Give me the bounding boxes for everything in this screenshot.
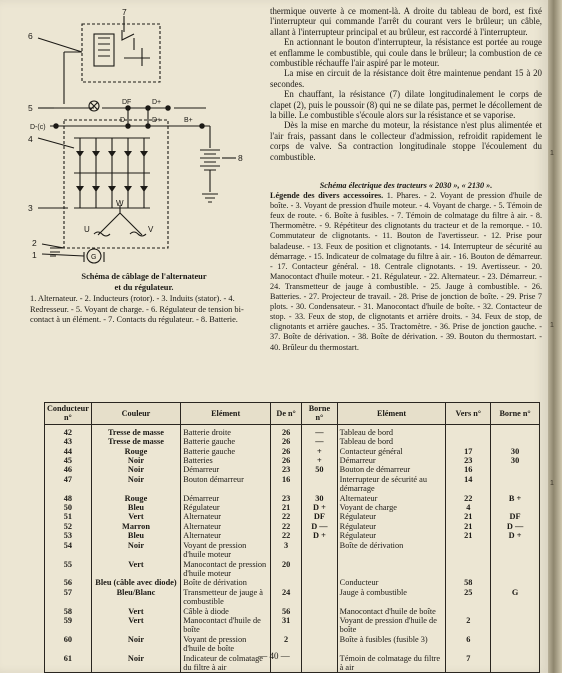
table-cell: Manocontact de pression d'huile moteur (181, 560, 271, 579)
table-header-cell: Conducteur n° (45, 403, 92, 425)
table-cell: 56 (271, 607, 302, 616)
table-cell: 23 (271, 465, 302, 474)
table-cell: Régulateur (337, 522, 446, 531)
table-cell: 30 (302, 494, 338, 503)
table-cell (491, 465, 540, 474)
table-cell: Boîte de dérivation (337, 541, 446, 560)
table-row (45, 447, 540, 456)
table-cell: 25 (446, 588, 491, 607)
table-cell (491, 424, 540, 437)
table-cell (446, 607, 491, 616)
table-cell: 16 (446, 465, 491, 474)
table-row (45, 531, 540, 540)
body-text (270, 6, 542, 162)
table-cell (491, 607, 540, 616)
table-cell: Tableau de bord (337, 424, 446, 437)
callout-dc: D-(c) (30, 124, 46, 131)
conductor-table (44, 402, 540, 673)
table-cell: — (302, 437, 338, 446)
label-bplus: B+ (184, 117, 193, 124)
table-cell: 7 (446, 654, 491, 673)
callout-5: 5 (28, 103, 33, 113)
table-cell (491, 541, 540, 560)
alternator-wiring-diagram (24, 8, 256, 270)
table-cell: Tresse de masse (91, 424, 181, 437)
table-cell: Démarreur (181, 494, 271, 503)
paragraph: Dès la mise en marche du moteur, la résistance n'est plus alimentée et l'air frais, passant dans le collecteur d'admission, refroidit rapidement le corps de valve. Sa contraction longitudinale stoppe l'écoulement du combustible. (270, 120, 542, 162)
table-cell: 57 (45, 588, 92, 607)
page-number: — 40 — (258, 651, 290, 661)
table-cell: Alternateur (181, 512, 271, 521)
diagram-caption (30, 272, 258, 326)
table-cell: 22 (271, 531, 302, 540)
table-cell: Voyant de pression d'huile de boîte (181, 635, 271, 654)
table-cell: 20 (271, 560, 302, 579)
table-cell: Contacteur général (337, 447, 446, 456)
table-cell: Noir (91, 654, 181, 673)
table-cell: Batterie gauche (181, 437, 271, 446)
table-cell: 42 (45, 424, 92, 437)
table-cell: 22 (446, 494, 491, 503)
table-cell (302, 475, 338, 494)
table-cell: 58 (446, 578, 491, 587)
table-cell (337, 560, 446, 579)
table-header-cell: Borne n° (491, 403, 540, 425)
table-cell: 22 (271, 522, 302, 531)
table-cell: 23 (446, 456, 491, 465)
caption-title-2: et du régulateur. (114, 282, 174, 292)
table-cell: Alternateur (181, 522, 271, 531)
table-row (45, 541, 540, 560)
table-cell (491, 437, 540, 446)
table-cell: — (302, 424, 338, 437)
table-cell: 4 (446, 503, 491, 512)
table-cell: 61 (45, 654, 92, 673)
table-cell: 53 (45, 531, 92, 540)
table-cell: Manocontact d'huile de boîte (181, 616, 271, 635)
label-u: U (84, 225, 90, 234)
table-cell: 46 (45, 465, 92, 474)
table-cell: 52 (45, 522, 92, 531)
table-row (45, 503, 540, 512)
table-cell (302, 560, 338, 579)
table-cell: Boîte de dérivation (181, 578, 271, 587)
table-row (45, 578, 540, 587)
table-cell: Noir (91, 465, 181, 474)
table-cell: Câble à diode (181, 607, 271, 616)
table-header-cell: Borne n° (302, 403, 338, 425)
table-row (45, 424, 540, 437)
table-cell (491, 578, 540, 587)
table-cell: 23 (271, 494, 302, 503)
paragraph: La mise en circuit de la résistance doit être maintenue pendant 15 à 20 secondes. (270, 68, 542, 89)
table-cell: Noir (91, 541, 181, 560)
page-edge (548, 0, 562, 673)
callout-4: 4 (28, 134, 33, 144)
table-header-cell: Couleur (91, 403, 181, 425)
table-cell: Bouton démarreur (181, 475, 271, 494)
table-cell: 44 (45, 447, 92, 456)
table-cell: Rouge (91, 494, 181, 503)
table-cell: D — (491, 522, 540, 531)
table-cell: 2 (446, 616, 491, 635)
table-cell: Vert (91, 560, 181, 579)
table-cell: Alternateur (181, 531, 271, 540)
caption-body: 1. Alternateur. - 2. Inducteurs (rotor). - 3. Induits (stator). - 4. Redresseur. - 5. Voyant de charge. - 6. Régulateur de tension bi-contact à un élément. - 7. Contacts du régulateur. - 8. Batterie. (30, 294, 244, 325)
callout-2: 2 (32, 238, 37, 248)
table-cell: Voyant de charge (337, 503, 446, 512)
table-cell: 26 (271, 437, 302, 446)
table-cell: 48 (45, 494, 92, 503)
table-cell: Interrupteur de sécurité au démarrage (337, 475, 446, 494)
table-cell: 24 (271, 588, 302, 607)
table-cell: Transmetteur de jauge à combustible (181, 588, 271, 607)
table-cell (271, 578, 302, 587)
table-cell: Bouton de démarreur (337, 465, 446, 474)
table-cell: Bleu (91, 503, 181, 512)
table-row (45, 456, 540, 465)
table-cell: 54 (45, 541, 92, 560)
table-header-row (45, 403, 540, 425)
legend-label: Légende des divers accessoires. (270, 191, 384, 201)
table-cell (446, 437, 491, 446)
table-cell (491, 560, 540, 579)
table-cell: 16 (271, 475, 302, 494)
edge-mark: 1 (550, 480, 554, 487)
paragraph: thermique ouverte à ce moment-là. A droite du tableau de bord, est fixé l'interrupteur qui commande l'arrêt du courant vers le brûleur; un câble, allant à l'interrupteur principal et au brûleur, est raccordé à l'interrupteur. (270, 6, 542, 37)
table-cell: 55 (45, 560, 92, 579)
table-cell: 3 (271, 541, 302, 560)
table-cell: Bleu (91, 531, 181, 540)
table-cell: 26 (271, 424, 302, 437)
table-row (45, 512, 540, 521)
table-row (45, 560, 540, 579)
table-cell: Voyant de pression d'huile moteur (181, 541, 271, 560)
table-cell: 45 (45, 456, 92, 465)
table-row (45, 465, 540, 474)
table-cell: Conducteur (337, 578, 446, 587)
table-cell (491, 616, 540, 635)
table-cell: 31 (271, 616, 302, 635)
legend-body: 1. Phares. - 2. Voyant de pression d'huile de boîte. - 3. Voyant de pression d'huile moteur. - 4. Voyant de charge. - 5. Témoin de feux de route. - 6. Boîte à fusibles. - 7. Témoin de colmatage du filtre à air. - 8. Thermomètre. - 9. Répétiteur des clignotants du tracteur et de la remorque. - 10. Commutateur de clignotants. - 11. Bouton de l'avertisseur. - 12. Prise pour baladeuse. - 13. Feux de position et clignotants. - 14. Interrupteur de sécurité au démarrage. - 15. Indicateur de colmatage du filtre à air. - 16. Bouton de démarreur. - 17. Contacteur général. - 18. Centrale clignotants. - 19. Avertisseur. - 20. Manocontact d'huile moteur. - 21. Régulateur. - 22. Alternateur. - 23. Démarreur. - 24. Transmetteur de jauge à combustible. - 25. Jauge à combustible. - 26. Batteries. - 27. Projecteur de travail. - 28. Prise de jonction de boîte. - 29. Prise 7 plots. - 30. Condensateur. - 31. Manocontact d'huile de boîte. - 32. Contacteur de stop. - 33. Feux de stop, de clignotants et arrière droits. - 34. Feux de stop, de clignotants et arrière gauches. - 35. Tractomètre. - 36. Prise de jonction gauche. - 37. Boîte de dérivation. - 38. Boîte de dérivation. - 39. Bouton du thermostart. - 40. Brûleur du thermostart. (270, 191, 542, 352)
table-cell: Noir (91, 456, 181, 465)
table-cell: Marron (91, 522, 181, 531)
caption-title: Schéma de câblage de l'alternateur (81, 272, 207, 281)
edge-mark: 1 (550, 150, 554, 157)
table-cell: Démarreur (337, 456, 446, 465)
table-cell: 30 (491, 447, 540, 456)
table-cell: G (491, 588, 540, 607)
label-dplus-top: D+ (152, 99, 162, 106)
label-v: V (148, 225, 154, 234)
table-cell: 51 (45, 512, 92, 521)
table-cell: 21 (446, 531, 491, 540)
table-cell (446, 560, 491, 579)
table-cell: 30 (491, 456, 540, 465)
table-cell: 50 (302, 465, 338, 474)
table-cell: Tresse de masse (91, 437, 181, 446)
table-cell: Noir (91, 475, 181, 494)
table-cell (446, 541, 491, 560)
table-row (45, 607, 540, 616)
table-header-cell: Vers n° (446, 403, 491, 425)
table-cell: 43 (45, 437, 92, 446)
table-cell (302, 616, 338, 635)
table-cell: Noir (91, 635, 181, 654)
table-cell: DF (491, 512, 540, 521)
table-cell: Jauge à combustible (337, 588, 446, 607)
table-cell: D + (491, 531, 540, 540)
table-cell: Bleu (câble avec diode) (91, 578, 181, 587)
table-cell: 6 (446, 635, 491, 654)
callout-8: 8 (238, 153, 243, 163)
table-cell (302, 578, 338, 587)
table-cell: Manocontact d'huile de boîte (337, 607, 446, 616)
table-body (45, 424, 540, 673)
table-cell: Voyant de pression d'huile de boîte (337, 616, 446, 635)
table-cell: Bleu/Blanc (91, 588, 181, 607)
table-cell: Régulateur (181, 503, 271, 512)
table-cell: 56 (45, 578, 92, 587)
label-g: G (91, 254, 97, 261)
table-cell: Démarreur (181, 465, 271, 474)
table-cell: 22 (271, 512, 302, 521)
table-row (45, 522, 540, 531)
table-row (45, 588, 540, 607)
table-row (45, 475, 540, 494)
callout-1: 1 (32, 250, 37, 260)
table-cell: D + (302, 531, 338, 540)
table-cell (491, 475, 540, 494)
table-cell: 59 (45, 616, 92, 635)
table-cell (446, 424, 491, 437)
table-cell: 14 (446, 475, 491, 494)
table-cell: DF (302, 512, 338, 521)
callout-6: 6 (28, 31, 33, 41)
table-cell: 47 (45, 475, 92, 494)
table-header-cell: Elément (181, 403, 271, 425)
table-cell: Tableau de bord (337, 437, 446, 446)
table-header-cell: Elément (337, 403, 446, 425)
table-cell: D — (302, 522, 338, 531)
table-cell: Batterie droite (181, 424, 271, 437)
table-cell (302, 607, 338, 616)
table-cell: 21 (446, 512, 491, 521)
table-cell: Régulateur (337, 531, 446, 540)
table-cell: 60 (45, 635, 92, 654)
table-cell: 26 (271, 456, 302, 465)
table-cell: 17 (446, 447, 491, 456)
table-cell: Régulateur (337, 512, 446, 521)
accessory-legend (270, 181, 542, 353)
table-cell: + (302, 447, 338, 456)
table-cell: 2 (271, 635, 302, 654)
table-cell: 50 (45, 503, 92, 512)
legend-heading: Schéma électrique des tracteurs « 2030 », « 2130 ». (319, 181, 493, 190)
table-cell: 26 (271, 447, 302, 456)
table-cell (302, 541, 338, 560)
callout-7: 7 (122, 8, 127, 17)
table-cell: Batteries (181, 456, 271, 465)
table-row (45, 616, 540, 635)
table-row (45, 437, 540, 446)
table-cell: D + (302, 503, 338, 512)
table-cell: Rouge (91, 447, 181, 456)
table-cell (302, 588, 338, 607)
table-row (45, 494, 540, 503)
table-cell: Alternateur (337, 494, 446, 503)
table-cell: Témoin de colmatage du filtre à air (337, 654, 446, 673)
table-cell: B + (491, 494, 540, 503)
table-cell: Batterie gauche (181, 447, 271, 456)
table-cell: Vert (91, 512, 181, 521)
table-cell: 58 (45, 607, 92, 616)
label-dminus: D- (120, 117, 128, 124)
paragraph: En actionnant le bouton d'interrupteur, la résistance est portée au rouge et enflamme le combustible, qui coule dans le brûleur; la combustion de ce combustible réchauffe l'air aspiré par le moteur. (270, 37, 542, 69)
table-cell (491, 503, 540, 512)
table-cell: 21 (271, 503, 302, 512)
edge-mark: 1 (550, 322, 554, 329)
table-cell: Vert (91, 616, 181, 635)
table-cell: 21 (446, 522, 491, 531)
label-dplus: D+ (152, 117, 162, 124)
label-w: W (116, 199, 124, 208)
callout-3: 3 (28, 203, 33, 213)
table-cell: + (302, 456, 338, 465)
table-cell: Indicateur de colmatage du filtre à air (181, 654, 271, 673)
label-df: DF (122, 99, 132, 106)
table-cell: Vert (91, 607, 181, 616)
table-header-cell: De n° (271, 403, 302, 425)
table-cell: Boîte à fusibles (fusible 3) (337, 635, 446, 654)
paragraph: En chauffant, la résistance (7) dilate longitudinalement le corps de clapet (2), puis le poussoir (8) qui ne se dilate pas, permet le décollement de la bille. Le combustible s'écoule alors sur la résistance et se vaporise. (270, 89, 542, 121)
